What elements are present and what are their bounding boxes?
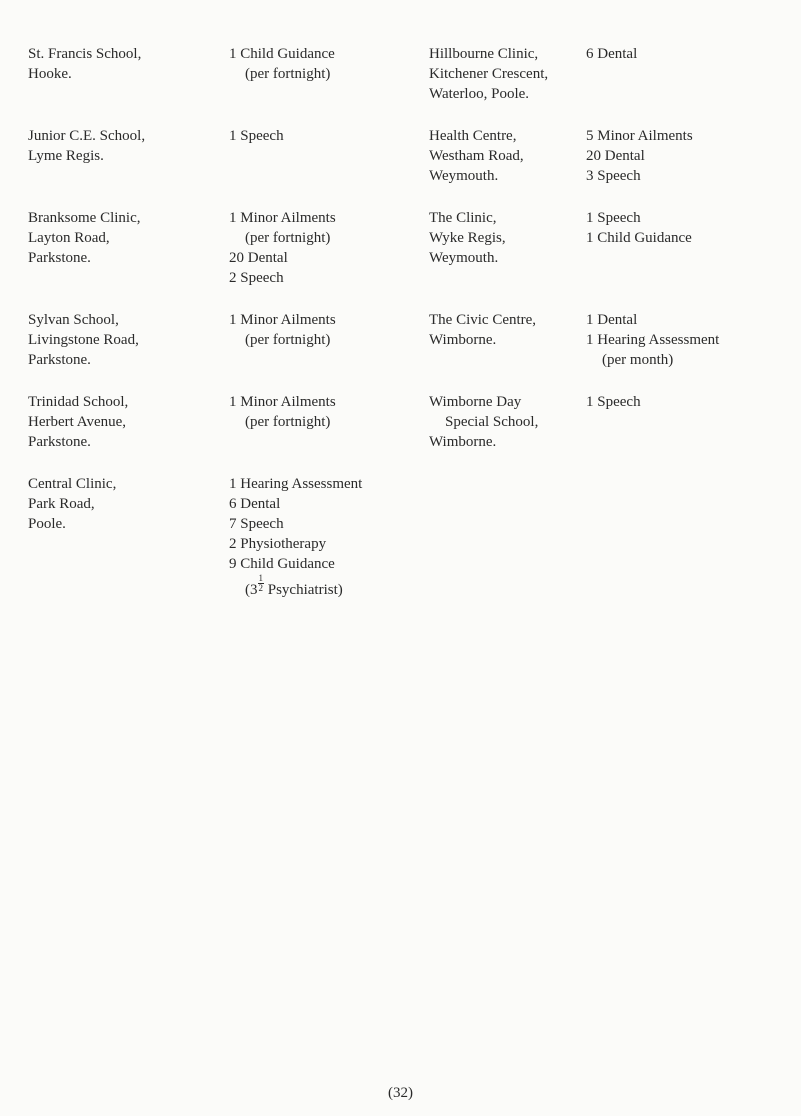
services-cell-2: [586, 44, 637, 64]
place-cell-2: [429, 44, 548, 104]
place-line: Livingstone Road,: [28, 332, 139, 348]
place-line: Special School,: [445, 414, 539, 430]
place-line: Hillbourne Clinic,: [429, 46, 539, 62]
place-line: Weymouth.: [429, 168, 499, 184]
psychiatrist-line: [229, 573, 362, 598]
service-line: 1 Hearing Assessment: [586, 332, 720, 348]
place-line: Parkstone.: [28, 434, 91, 450]
service-line: (per fortnight): [245, 332, 331, 348]
list-item: [28, 310, 778, 370]
place-line: Health Centre,: [429, 128, 517, 144]
service-line: 7 Speech: [229, 516, 284, 532]
place-line: The Clinic,: [429, 210, 497, 226]
service-line: 6 Dental: [586, 46, 638, 62]
place-line: St. Francis School,: [28, 46, 142, 62]
service-line: 20 Dental: [229, 250, 288, 266]
place-line: Layton Road,: [28, 230, 110, 246]
place-line: Weymouth.: [429, 250, 499, 266]
service-line: 6 Dental: [229, 496, 281, 512]
place-line: The Civic Centre,: [429, 312, 537, 328]
place-line: Lyme Regis.: [28, 148, 104, 164]
place-cell: [28, 208, 141, 268]
place-line: Park Road,: [28, 496, 95, 512]
place-cell: [28, 44, 141, 84]
place-line: Kitchener Crescent,: [429, 66, 549, 82]
place-line: Hooke.: [28, 66, 72, 82]
place-line: Central Clinic,: [28, 476, 117, 492]
services-cell-2: [586, 310, 719, 370]
place-cell: [28, 392, 128, 452]
service-line: 1 Speech: [229, 128, 284, 144]
place-cell-2: [429, 208, 506, 268]
services-cell: [229, 310, 336, 350]
service-line: 2 Speech: [229, 270, 284, 286]
service-line: 5 Minor Ailments: [586, 128, 693, 144]
place-line: Poole.: [28, 516, 66, 532]
place-line: Parkstone.: [28, 250, 91, 266]
list-item: [28, 392, 778, 452]
place-line: Wyke Regis,: [429, 230, 506, 246]
clinic-sessions-list: [28, 44, 778, 616]
place-line: Trinidad School,: [28, 394, 129, 410]
service-line: 1 Minor Ailments: [229, 210, 336, 226]
service-line: 1 Child Guidance: [586, 230, 692, 246]
service-line: (per fortnight): [245, 66, 331, 82]
service-line: 1 Speech: [586, 394, 641, 410]
place-cell-2: [429, 126, 524, 186]
psychiatrist-text: Psychiatrist): [264, 582, 343, 598]
place-line: Wimborne Day: [429, 394, 522, 410]
place-line: Wimborne.: [429, 434, 497, 450]
place-line: Junior C.E. School,: [28, 128, 146, 144]
place-line: Branksome Clinic,: [28, 210, 141, 226]
place-line: Herbert Avenue,: [28, 414, 127, 430]
service-line: 1 Minor Ailments: [229, 312, 336, 328]
list-item: [28, 474, 778, 598]
list-item: [28, 126, 778, 186]
paren-open: (3: [245, 582, 258, 598]
service-line: 3 Speech: [586, 168, 641, 184]
place-cell: [28, 474, 116, 534]
services-cell: [229, 392, 336, 432]
service-line: 1 Dental: [586, 312, 638, 328]
list-item: [28, 44, 778, 104]
place-cell: [28, 126, 145, 166]
page-number: (32): [388, 1085, 413, 1101]
fraction-denominator: 2: [258, 583, 263, 593]
service-line: 9 Child Guidance: [229, 556, 335, 572]
services-cell-2: [586, 126, 693, 186]
service-line: (per fortnight): [245, 414, 331, 430]
place-line: Wimborne.: [429, 332, 497, 348]
place-line: Parkstone.: [28, 352, 91, 368]
service-line: 1 Speech: [586, 210, 641, 226]
services-cell-2: [586, 392, 641, 412]
service-line: 2 Physiotherapy: [229, 536, 327, 552]
place-line: Waterloo, Poole.: [429, 86, 530, 102]
list-item: [28, 208, 778, 288]
services-cell-2: [586, 208, 692, 248]
services-cell: [229, 44, 335, 84]
place-cell-2: [429, 310, 536, 350]
fraction-numerator: 1: [258, 573, 263, 583]
service-line: 1 Minor Ailments: [229, 394, 336, 410]
place-line: Sylvan School,: [28, 312, 119, 328]
service-line: (per month): [602, 352, 674, 368]
place-cell: [28, 310, 139, 370]
services-cell: [229, 474, 363, 598]
services-cell: [229, 208, 336, 288]
service-line: 20 Dental: [586, 148, 645, 164]
place-cell-2: [429, 392, 538, 452]
services-cell: [229, 126, 284, 146]
service-line: (per fortnight): [245, 230, 331, 246]
service-line: 1 Hearing Assessment: [229, 476, 363, 492]
service-line: 1 Child Guidance: [229, 46, 335, 62]
place-line: Westham Road,: [429, 148, 524, 164]
